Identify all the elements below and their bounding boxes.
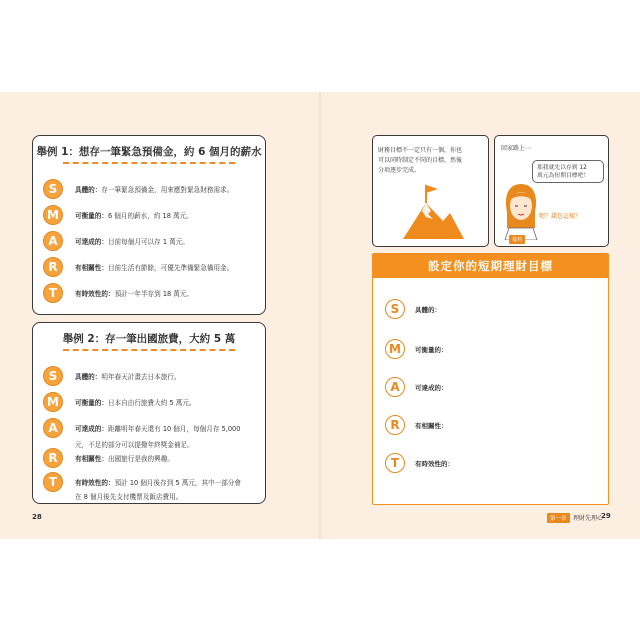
character-name-tag: 蔓莉 — [509, 235, 525, 244]
row-text: 明年春天計畫去日本旅行。 — [101, 373, 181, 381]
goal-form-title: 設定你的短期理財目標 — [373, 254, 608, 278]
row-label: 可衡量的： — [75, 212, 108, 220]
speech-bubble-1 — [532, 160, 604, 183]
page-number-left: 28 — [32, 513, 42, 521]
row-text-continued: 元，不足的部分可以提撥年終獎金補足。 — [75, 441, 194, 449]
example2-title-underline — [63, 349, 235, 351]
letter-m-icon: M — [385, 339, 405, 359]
letter-a-icon: A — [385, 377, 405, 397]
form-row-s — [385, 298, 441, 320]
letter-m-icon: M — [43, 392, 63, 412]
form-label[interactable]: 有時效性的： — [415, 459, 454, 468]
form-row-t — [385, 452, 454, 474]
form-label[interactable]: 可衡量的： — [415, 345, 448, 354]
character-girl-icon — [501, 182, 541, 240]
example2-row-a — [43, 417, 240, 439]
form-label[interactable]: 具體的： — [415, 305, 441, 314]
comic-panel-2 — [494, 135, 609, 247]
row-label: 有時效性的： — [75, 479, 115, 487]
example2-title: 舉例 2：存一筆出國旅費，大約 5 萬 — [62, 333, 236, 345]
form-label[interactable]: 有相關性： — [415, 421, 448, 430]
bubble1-line2: 萬元為短期目標吧！ — [537, 173, 590, 179]
example1-row-a — [43, 230, 189, 252]
example2-row-m — [43, 391, 195, 413]
page-number-right: 29 — [601, 512, 611, 520]
form-row-a — [385, 376, 448, 398]
letter-t-icon: T — [43, 283, 63, 303]
panel1-text-line2: 可以同時制定不同的目標，然後 — [378, 157, 463, 164]
example1-row-s — [43, 178, 233, 200]
example2-row-t — [43, 471, 241, 493]
letter-s-icon: S — [43, 179, 63, 199]
letter-m-icon: M — [43, 205, 63, 225]
row-label: 可衡量的： — [75, 399, 108, 407]
page-gutter — [319, 92, 321, 539]
example1-row-t — [43, 282, 193, 304]
example2-row-r — [43, 447, 174, 469]
panel2-caption: 回家路上⋯ — [501, 145, 532, 152]
goal-form-card — [372, 253, 609, 505]
row-label: 有時效性的： — [75, 290, 115, 298]
letter-s-icon: S — [385, 299, 405, 319]
example1-card — [32, 135, 266, 315]
row-label: 有相關性： — [75, 264, 108, 272]
row-label: 有相關性： — [75, 455, 108, 463]
row-text: 存一筆緊急預備金，用來應對緊急財務需求。 — [101, 186, 234, 194]
row-text: 距離明年春天還有 10 個月，每個月存 5,000 — [107, 425, 241, 433]
form-label[interactable]: 可達成的： — [415, 383, 448, 392]
letter-a-icon: A — [43, 418, 63, 438]
chapter-title: 理財先理心 — [573, 515, 604, 522]
bubble1-line1: 那我就先以存到 12 — [537, 165, 587, 171]
letter-r-icon: R — [43, 257, 63, 277]
row-text: 出國旅行是我的興趣。 — [107, 455, 174, 463]
row-label: 可達成的： — [75, 238, 108, 246]
row-text: 目前生活有節餘，可優先準備緊急備用金。 — [107, 264, 234, 272]
letter-t-icon: T — [43, 472, 63, 492]
letter-r-icon: R — [43, 448, 63, 468]
panel1-text-line3: 分項逐步完成。 — [378, 167, 421, 174]
form-row-m — [385, 338, 448, 360]
letter-r-icon: R — [385, 415, 405, 435]
example1-title: 舉例 1：想存一筆緊急預備金，約 6 個月的薪水 — [36, 146, 262, 158]
row-text: 日本自由行旅費大約 5 萬元。 — [107, 399, 196, 407]
panel1-text-line1: 財務目標不一定只有一個，你也 — [378, 147, 463, 154]
chapter-tag: 第一章 — [547, 513, 570, 523]
comic-panel-1 — [372, 135, 489, 247]
example1-row-r — [43, 256, 233, 278]
row-text: 預計一年半存到 18 萬元。 — [114, 290, 194, 298]
letter-a-icon: A — [43, 231, 63, 251]
row-label: 具體的： — [75, 373, 102, 381]
example1-title-underline — [63, 162, 235, 164]
letter-t-icon: T — [385, 453, 405, 473]
letter-s-icon: S — [43, 366, 63, 386]
example2-row-s — [43, 365, 181, 387]
speech-bubble-2: 嗯？錢包這樣？ — [539, 213, 582, 220]
example2-card — [32, 322, 266, 504]
row-text-continued: 在 8 個月後先支付機票及飯店費用。 — [75, 493, 183, 501]
row-text: 6 個月的薪水，約 18 萬元。 — [107, 212, 193, 220]
form-row-r — [385, 414, 448, 436]
mountain-flag-icon — [398, 181, 468, 241]
example1-row-m — [43, 204, 193, 226]
row-text: 預計 10 個月後存到 5 萬元，其中一部分會 — [114, 479, 242, 487]
row-text: 目前每個月可以存 1 萬元。 — [107, 238, 189, 246]
row-label: 可達成的： — [75, 425, 108, 433]
row-label: 具體的： — [75, 186, 102, 194]
